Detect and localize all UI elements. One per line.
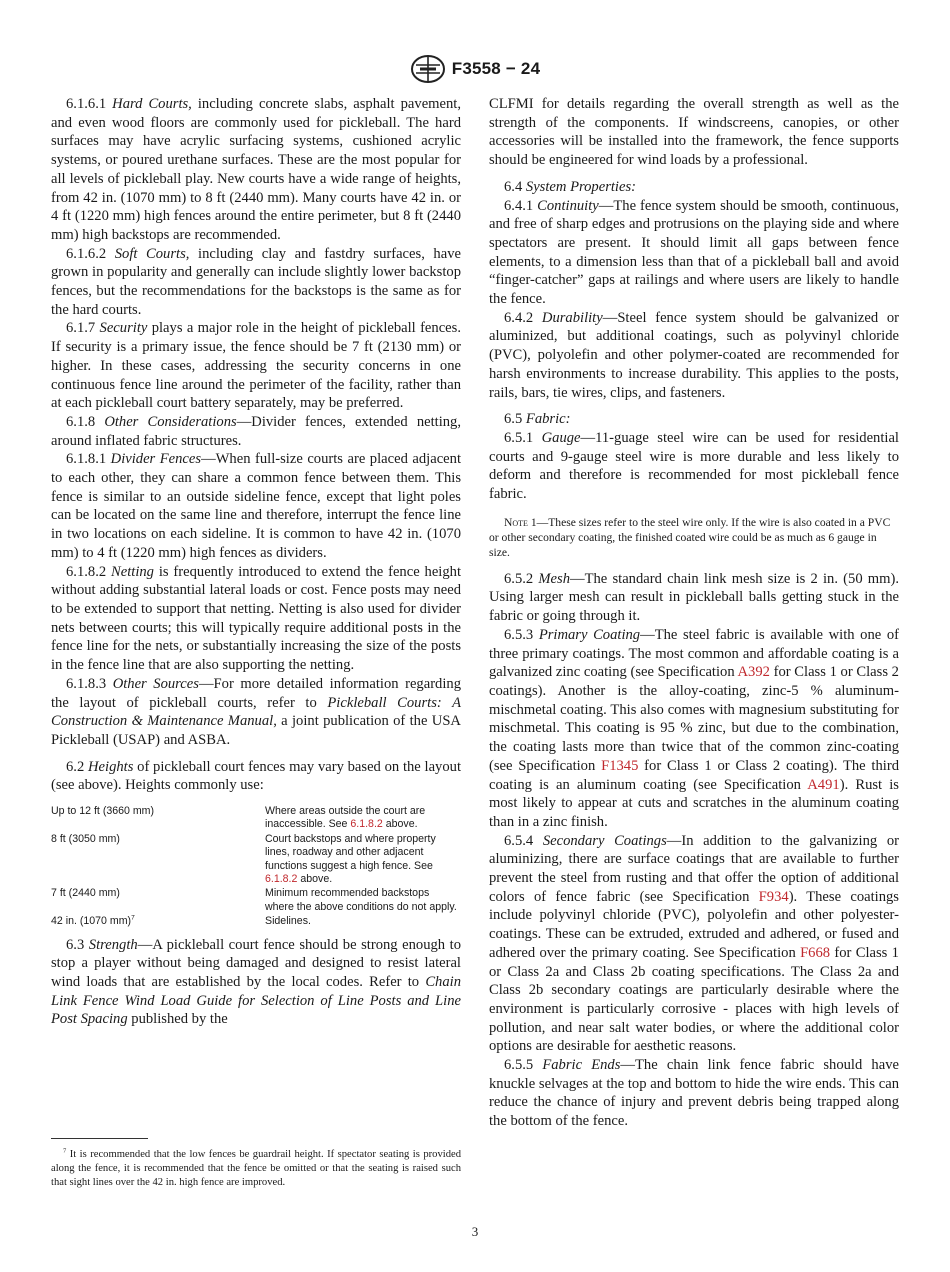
section-6-1-6-1: 6.1.6.1 Hard Courts, including concrete slabs, asphalt pavement, and even wood floors are commonly used for pickleball. The hard surfaces may have acrylic surfacing systems, cushioned acrylic systems, or poured urethane surfaces. These are the most popular for all levels of pickleball play. New courts have a wide range of heights, from 42 in. (1070 mm) to 8 ft (2440 mm). Many courts have 42 in. or 4 ft (1220 mm) high fences around the entire perimeter, but 8 ft (2440 mm) high backstops are recommended. — [51, 96, 461, 243]
footnote-7: $^7$ It is recommended that the low fences be guardrail height. If spectator seating is provided along the fence, it is recommended that the fence be omitted or that the seating is raised such that sight lines over the 42 in. high fence are improved. — [51, 1147, 461, 1188]
table-row: 7 ft (2440 mm) Minimum recommended backstops where the above conditions do not apply. — [51, 887, 457, 913]
page-number: 3 — [471, 1224, 479, 1239]
spec-link-f934[interactable]: F934 — [758, 888, 789, 905]
spec-link-f668[interactable]: F668 — [800, 944, 831, 961]
xref-link[interactable]: 6.1.8.2 — [265, 873, 298, 886]
section-6-1-7: 6.1.7 Security plays a major role in the height of pickleball fences. If security is a primary issue, the fence should be 7 ft (2130 mm) or higher. In these cases, addressing the security concerns in one continuous fence line around the perimeter of the facility, rather than at each pickleball court battery separately, may be preferred. — [51, 320, 461, 412]
section-6-5-4: 6.5.4 Secondary Coatings—In addition to the galvanizing or aluminizing, there are surface coatings that are available to further prevent the steel from rusting and that offer the option of additional colors of fence fabric (see Specification F934). These coatings include polyvinyl chloride (PVC), polyolefin and other polyester-coatings. These can be extruded, extruded and adhered, or fused and adhered over the primary coating. See Specification F668 for Class 1 or Class 2a and Class 2b coating specifications. The Class 2a and Class 2b secondary coatings are particularly desirable where the environment is particularly corrosive - places with high levels of pollution, and near salt water bodies, or where the additional color options are desirable for aesthetic reasons. — [489, 832, 899, 1055]
table-row: 8 ft (3050 mm) Court backstops and where property lines, roadway and other adjacent functions suggest a high fence. See 6.1.8.2 above. — [51, 832, 436, 886]
section-6-3-continued: CLFMI for details regarding the overall strength as well as the strength of the components. If windscreens, canopies, or other accessories will be installed into the framework, the fence supports should be engineered for wind loads by a professional. — [489, 96, 899, 169]
spec-link-a392[interactable]: A392 — [737, 664, 770, 681]
table-row: Up to 12 ft (3660 mm) Where areas outside the court are inaccessible. See 6.1.8.2 above. — [51, 805, 426, 831]
note-1: Note 1—These sizes refer to the steel wire only. If the wire is also coated in a PVC or other secondary coating, the finished coated wire could be as much as 6 gauge in size. — [489, 515, 891, 559]
heights-table — [51, 805, 461, 930]
section-6-1-8-1: 6.1.8.1 Divider Fences—When full-size courts are placed adjacent to each other, they can share a common fence between them. This fence is similar to an outside sideline fence, except that light poles can be located on the same line and therefore, interrupt the fence line in two locations on each sideline. It is common to have 42 in. (1070 mm) to 4 ft (1220 mm) high fences as dividers. — [51, 451, 461, 561]
astm-logo-icon — [410, 54, 446, 84]
section-6-5: 6.5 Fabric: — [504, 411, 571, 428]
table-row: 42 in. (1070 mm)$^7$ Sidelines. — [51, 914, 311, 928]
standard-designation: F3558 − 24 — [451, 59, 541, 78]
section-6-5-1: 6.5.1 Gauge—11-guage steel wire can be used for residential courts and 9-gauge steel wire is more durable and less likely to deform and therefore is recommended for most pickleball fence fabric. — [489, 429, 899, 503]
page-header — [0, 54, 950, 84]
section-6-5-5: 6.5.5 Fabric Ends—The chain link fence fabric should have knuckle selvages at the top and bottom to hide the wire ends. This can reduce the chance of injury and prevent debris being trapped along the bottom of the fence. — [489, 1057, 899, 1130]
right-column — [489, 95, 899, 1131]
section-6-1-6-2: 6.1.6.2 Soft Courts, including clay and fastdry surfaces, have grown in popularity and generally can include slightly lower backstop fences, but the recommendations for the backstops is the same as for the hard courts. — [51, 245, 461, 318]
section-6-4: 6.4 System Properties: — [504, 178, 637, 195]
section-6-2: 6.2 Heights of pickleball court fences may vary based on the layout (see above). Heights commonly use: — [51, 758, 461, 794]
section-6-5-2: 6.5.2 Mesh—The standard chain link mesh size is 2 in. (50 mm). Using larger mesh can result in pickleball balls getting stuck in the fabric or going through it. — [489, 570, 899, 625]
spec-link-f1345[interactable]: F1345 — [601, 757, 639, 774]
section-6-4-2: 6.4.2 Durability—Steel fence system should be galvanized or aluminized, but additional coatings, such as polyvinyl chloride (PVC), polyolefin and other polymer-coated are recommended for harsh environments to increase durability. This applies to the posts, rails, bars, tie wires, clips, and fasteners. — [489, 309, 899, 401]
section-6-3: 6.3 Strength—A pickleball court fence should be strong enough to stop a player without being damaged and designed to resist lateral wind loads that are established by the local codes. Refer to Chain Link Fence Wind Load Guide for Selection of Line Posts and Line Post Spacing published by the — [51, 936, 461, 1028]
spec-link-a491[interactable]: A491 — [807, 776, 840, 793]
section-6-5-3: 6.5.3 Primary Coating—The steel fabric is available with one of three primary coatings. The most common and affordable coating is a galvanized zinc coating (see Specification A392 for Class 1 or Class 2 coatings). Another is the alloy-coating, zinc-5 % aluminum-mischmetal coating. This also comes with magnesium substituting for mischmetal. This coating is 95 % zinc, but due to the combination, the coating lasts more than twice that of the common zinc-coating (see Specification F1345 for Class 1 or Class 2 coating). The third coating is an aluminum coating (see Specification A491). Rust is most likely to appear at cuts and scratches in the aluminum coating than in a zinc finish. — [489, 626, 900, 830]
section-6-4-1: 6.4.1 Continuity—The fence system should be smooth, continuous, and free of sharp edges and protrusions on the playing side and where spectators are present. It should limit all gaps between fence elements, to a dimension less than that of a pickleball ball and avoid “finger-catcher” gaps at railings and where users are likely to handle the fence. — [489, 197, 899, 308]
section-6-1-8-3: 6.1.8.3 Other Sources—For more detailed information regarding the layout of pickleball courts, refer to Pickleball Courts: A Construction & Maintenance Manual, a joint publication of the USA Pickleball (USAP) and ASBA. — [51, 675, 461, 748]
footnote-rule — [51, 1138, 148, 1139]
left-column — [51, 95, 461, 1029]
xref-link[interactable]: 6.1.8.2 — [350, 818, 383, 831]
section-6-1-8-2: 6.1.8.2 Netting is frequently introduced to extend the fence height without adding substantial lateral loads or cost. Fence posts may need to be extended to support that netting. Netting is also used for divider nets between courts; this will typically require additional posts in the fence line for the nets, or substantially increasing the size of the posts in the fence line that are also supporting the netting. — [51, 563, 462, 674]
section-6-1-8: 6.1.8 Other Considerations—Divider fences, extended netting, around inflated fabric structures. — [51, 413, 462, 449]
